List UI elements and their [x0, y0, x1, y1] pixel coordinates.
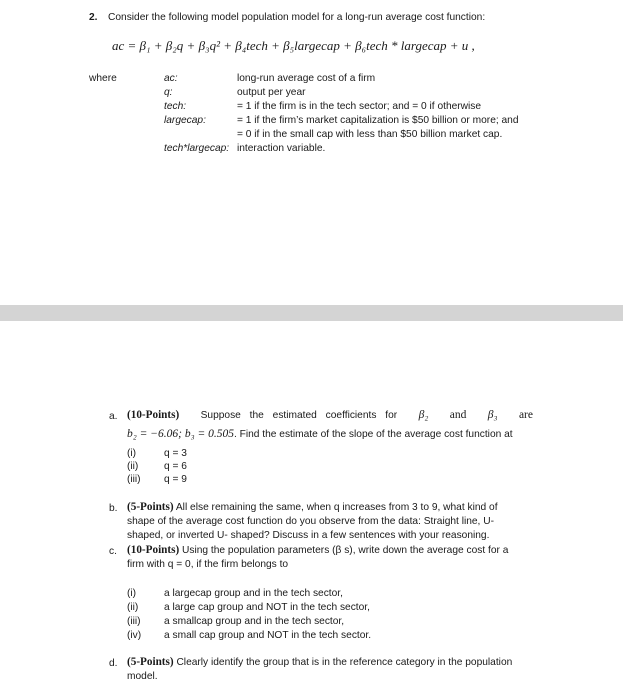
part-c-text1: Using the population parameters (β s), write down the average cost for a	[182, 545, 509, 556]
part-a-and: and	[449, 409, 467, 421]
def-desc-interaction: interaction variable.	[237, 143, 326, 154]
part-a-estimates: b₂ = −6.06; b₃ = 0.505	[127, 428, 234, 440]
def-var-ac: ac:	[164, 73, 178, 84]
def-var-interaction: tech*largecap:	[164, 143, 230, 154]
part-b-label: b.	[109, 503, 118, 514]
part-a-line1	[127, 409, 533, 425]
def-desc-smallcap: = 0 if in the small cap with less than $50 billion market cap.	[237, 129, 503, 140]
part-a-item-num-3: (iii)	[127, 474, 141, 485]
part-d-points: (5-Points)	[127, 656, 174, 668]
page-divider	[0, 305, 623, 321]
def-desc-ac: long-run average cost of a firm	[237, 73, 376, 84]
part-d-label: d.	[109, 658, 118, 669]
def-var-q: q:	[164, 87, 173, 98]
part-c-item-num-2: (ii)	[127, 602, 139, 613]
part-d-text1: Clearly identify the group that is in the reference category in the population	[176, 657, 513, 668]
part-a-points: (10-Points)	[127, 409, 180, 421]
part-a-item-val-1: q = 3	[164, 448, 187, 459]
part-c-item-text-2: a large cap group and NOT in the tech sector,	[164, 602, 370, 613]
part-a-text2: . Find the estimate of the slope of the average cost function at	[233, 429, 513, 440]
part-c-item-num-4: (iv)	[127, 630, 142, 641]
part-c-item-text-1: a largecap group and in the tech sector,	[164, 588, 343, 599]
part-c-label: c.	[109, 546, 117, 557]
part-c-line2: firm with q = 0, if the firm belongs to	[127, 559, 289, 570]
part-b-line3: shaped, or inverted U- shaped? Discuss in a few sentences with your reasoning.	[127, 530, 490, 541]
question-number: 2.	[89, 12, 98, 23]
part-b-points: (5-Points)	[127, 501, 174, 513]
def-var-largecap: largecap:	[164, 115, 206, 126]
question-intro: Consider the following model population model for a long-run average cost function:	[108, 12, 486, 23]
def-desc-q: output per year	[237, 87, 306, 98]
part-a-item-num-2: (ii)	[127, 461, 139, 472]
part-b-line2: shape of the average cost function do you observe from the data: Straight line, U-	[127, 516, 494, 527]
where-label: where	[89, 73, 117, 84]
def-desc-largecap: = 1 if the firm’s market capitalization is $50 billion or more; and	[237, 115, 519, 126]
part-a-label: a.	[109, 411, 118, 422]
def-var-tech: tech:	[164, 101, 187, 112]
part-d-line2: model.	[127, 671, 158, 682]
part-c-item-num-3: (iii)	[127, 616, 141, 627]
part-a-are: are	[518, 409, 533, 421]
part-a-line2	[127, 428, 513, 440]
part-d-line1	[127, 656, 512, 668]
part-a-beta2: β₂	[418, 409, 429, 421]
def-desc-tech: = 1 if the firm is in the tech sector; and = 0 if otherwise	[237, 101, 482, 112]
part-a-item-val-3: q = 9	[164, 474, 187, 485]
part-a-text1: Suppose the estimated coefficients for	[200, 410, 398, 421]
part-c-item-num-1: (i)	[127, 588, 137, 599]
part-c-points: (10-Points)	[127, 544, 180, 556]
part-b-text1: All else remaining the same, when q increases from 3 to 9, what kind of	[175, 502, 498, 513]
part-b-line1	[127, 501, 498, 513]
part-c-line1	[127, 544, 508, 556]
part-c-item-text-4: a small cap group and NOT in the tech sector.	[164, 630, 372, 641]
model-equation: ac = β₁ + β₂q + β₃q² + β₄tech + β₅largecap + β₆tech * largecap + u ,	[112, 38, 475, 53]
part-a-item-val-2: q = 6	[164, 461, 187, 472]
part-c-item-text-3: a smallcap group and in the tech sector,	[164, 616, 345, 627]
part-a-item-num-1: (i)	[127, 448, 137, 459]
part-a-beta3: β₃	[487, 409, 498, 421]
